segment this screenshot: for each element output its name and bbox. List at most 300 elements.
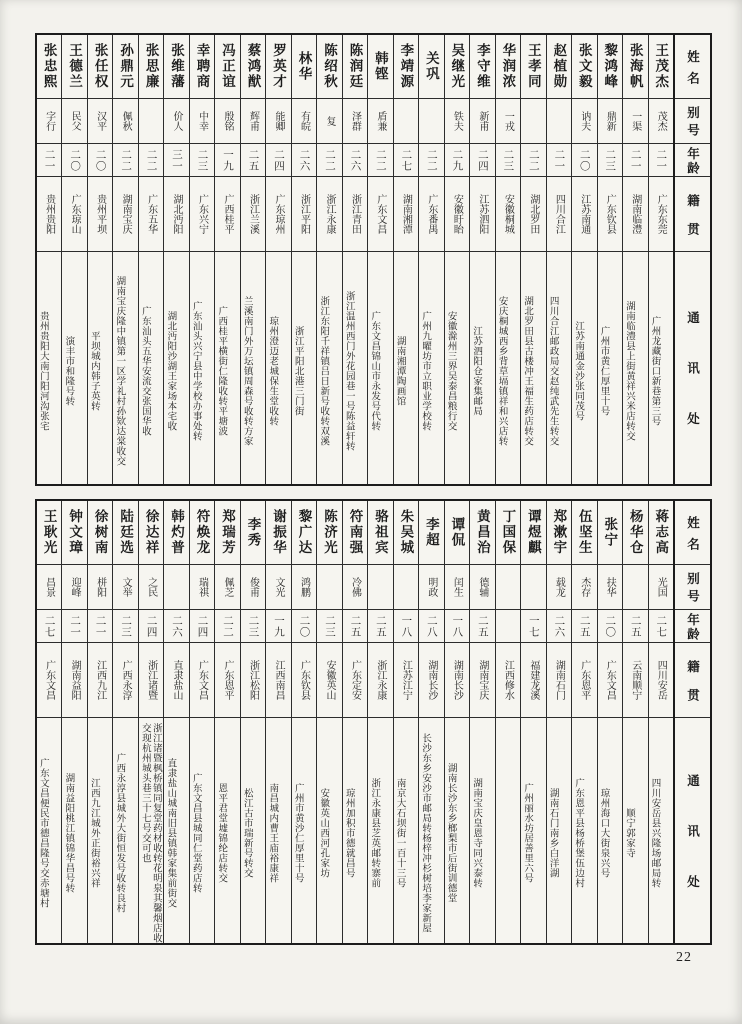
cell-address: [496, 252, 520, 484]
person-address: 广西永淳县城外大街恒发号收转良村: [114, 753, 125, 913]
person-name: 李守维: [474, 43, 490, 90]
person-address: 广东文昌锦山市永发号代转: [369, 310, 380, 431]
person-age: 一八: [400, 614, 412, 638]
person-alias: 之民: [145, 577, 157, 597]
person-alias: 一渠: [629, 111, 641, 131]
person-native: 四川安岳: [655, 660, 667, 700]
person-column: [393, 501, 418, 943]
person-column: [418, 501, 443, 943]
person-address: 广州龙藏街口新巷第三号: [649, 315, 660, 426]
person-native: 广东文昌: [374, 194, 386, 234]
cell-native: [88, 643, 112, 718]
person-age: 二二: [425, 148, 437, 172]
cell-address: [470, 252, 494, 484]
header-cell-address: [675, 252, 710, 484]
person-address: 琼州海口大街泉兴号: [598, 788, 609, 878]
person-age: 二五: [476, 614, 488, 638]
person-column: [342, 501, 367, 943]
person-address: 江苏南通金沙张同茂号: [573, 320, 584, 421]
cell-age: [164, 144, 188, 177]
person-column: [469, 35, 494, 484]
person-address: 广东汕头兴宁县中学校办事处转: [190, 300, 201, 441]
person-alias: 民父: [69, 111, 81, 131]
person-native: 直隶盐山: [171, 660, 183, 700]
cell-age: [649, 144, 673, 177]
cell-name: [368, 35, 392, 99]
person-native: 江苏泗阳: [476, 194, 488, 234]
cell-alias: [190, 565, 214, 610]
cell-native: [547, 643, 571, 718]
cell-native: [572, 177, 596, 252]
cell-alias: [88, 99, 112, 144]
cell-native: [215, 643, 239, 718]
person-native: 江西修水: [502, 660, 514, 700]
cell-native: [623, 177, 647, 252]
person-address: 浙江温州西门外花园巷一号陈益轩转: [343, 290, 354, 451]
cell-alias: [598, 565, 622, 610]
person-native: 湖南石门: [553, 660, 565, 700]
cell-native: [470, 177, 494, 252]
person-alias: 明政: [425, 577, 437, 597]
person-native: 安徽桐城: [502, 194, 514, 234]
cell-alias: [215, 565, 239, 610]
cell-address: [215, 252, 239, 484]
person-column: [265, 35, 290, 484]
person-native: 广东文昌: [604, 660, 616, 700]
cell-age: [62, 610, 86, 643]
cell-alias: [419, 565, 443, 610]
cell-age: [470, 610, 494, 643]
person-native: 广东番禺: [425, 194, 437, 234]
person-age: 二六: [553, 614, 565, 638]
person-name: 符焕龙: [194, 509, 210, 556]
cell-alias: [394, 565, 418, 610]
cell-address: [139, 718, 163, 943]
person-address: 兰溪南门外万坛镇周森号收转方家: [241, 295, 252, 446]
person-column: [265, 501, 290, 943]
cell-native: [547, 177, 571, 252]
header-label-address: 通讯处: [685, 311, 700, 463]
person-native: 浙江平阳: [298, 194, 310, 234]
cell-address: [164, 252, 188, 484]
cell-native: [343, 177, 367, 252]
cell-name: [623, 501, 647, 565]
person-column: [571, 501, 596, 943]
header-label-alias: 别号: [685, 106, 700, 141]
cell-age: [445, 144, 469, 177]
cell-address: [241, 252, 265, 484]
cell-native: [266, 643, 290, 718]
cell-address: [343, 252, 367, 484]
cell-alias: [139, 565, 163, 610]
cell-alias: [623, 565, 647, 610]
cell-address: [317, 252, 341, 484]
person-name: 张思廉: [143, 43, 159, 90]
cell-age: [521, 610, 545, 643]
cell-age: [419, 144, 443, 177]
person-age: 二六: [298, 148, 310, 172]
cell-address: [190, 718, 214, 943]
cell-name: [445, 501, 469, 565]
cell-native: [521, 643, 545, 718]
cell-name: [164, 35, 188, 99]
person-alias: 讷夫: [578, 111, 590, 131]
header-cell-native: [675, 643, 710, 718]
person-age: 二一: [629, 148, 641, 172]
cell-alias: [368, 99, 392, 144]
cell-alias: [572, 99, 596, 144]
person-age: 二二: [323, 148, 335, 172]
cell-address: [470, 718, 494, 943]
person-address: 江西九江城外正街裕兴祥: [88, 778, 99, 888]
person-address: 直隶盐山城南旧县镇韩家集前街交: [165, 758, 176, 908]
cell-native: [88, 177, 112, 252]
cell-alias: [521, 99, 545, 144]
cell-name: [215, 501, 239, 565]
header-label-alias: 别号: [685, 572, 700, 607]
person-address: 南昌城内曹王庙裕康祥: [267, 783, 278, 883]
person-name: 谭侃: [449, 517, 465, 548]
person-age: 二二: [374, 148, 386, 172]
person-native: 广东东莞: [655, 194, 667, 234]
person-native: 广东兴宁: [196, 194, 208, 234]
person-native: 广东琼州: [272, 194, 284, 234]
cell-name: [649, 501, 673, 565]
person-age: 二五: [629, 614, 641, 638]
person-column: [189, 501, 214, 943]
person-age: 二二: [145, 148, 157, 172]
cell-age: [572, 144, 596, 177]
person-column: [214, 501, 239, 943]
cell-age: [598, 144, 622, 177]
person-name: 丁国保: [500, 509, 516, 556]
person-alias: 汉平: [94, 111, 106, 131]
person-native: 广东钦县: [298, 660, 310, 700]
person-native: 江苏江宁: [400, 660, 412, 700]
person-native: 江西九江: [94, 660, 106, 700]
cell-native: [113, 643, 137, 718]
person-alias: 栟阳: [94, 577, 106, 597]
cell-age: [598, 610, 622, 643]
directory-table-top: [35, 33, 712, 486]
person-alias: 光国: [655, 577, 667, 597]
person-name: 孙鼎元: [118, 43, 134, 90]
person-age: 二二: [527, 148, 539, 172]
cell-native: [37, 643, 61, 718]
cell-name: [190, 501, 214, 565]
person-name: 朱吴城: [398, 509, 414, 556]
person-age: 二三: [120, 614, 132, 638]
person-name: 张宁: [602, 517, 618, 548]
cell-native: [419, 177, 443, 252]
header-cell-alias: [675, 565, 710, 610]
person-address: 广东文昌县城同仁堂药店转: [190, 773, 201, 893]
person-address: 南京大石坝街一百十三号: [394, 778, 405, 888]
cell-native: [292, 177, 316, 252]
person-column: [469, 501, 494, 943]
person-native: 福建龙溪: [527, 660, 539, 700]
cell-name: [113, 501, 137, 565]
person-name: 华润浓: [500, 43, 516, 90]
cell-native: [164, 177, 188, 252]
person-column: [444, 501, 469, 943]
person-address: 广东汕头五华安流交张国华收: [139, 305, 150, 436]
person-age: 二二: [222, 614, 234, 638]
cell-alias: [470, 99, 494, 144]
person-name: 黎广达: [296, 509, 312, 556]
cell-age: [62, 144, 86, 177]
person-name: 林华: [296, 51, 312, 82]
cell-native: [496, 643, 520, 718]
person-native: 广东恩平: [578, 660, 590, 700]
person-name: 王孝同: [525, 43, 541, 90]
person-native: 湖南宝庆: [476, 660, 488, 700]
person-column: [622, 501, 647, 943]
cell-age: [394, 144, 418, 177]
cell-name: [598, 501, 622, 565]
cell-address: [623, 252, 647, 484]
person-alias: 盾兼: [374, 111, 386, 131]
person-age: 一七: [527, 614, 539, 638]
cell-alias: [139, 99, 163, 144]
cell-age: [113, 610, 137, 643]
person-age: 二九: [451, 148, 463, 172]
person-name: 陆廷选: [118, 509, 134, 556]
person-name: 徐达祥: [143, 509, 159, 556]
person-native: 浙江永康: [374, 660, 386, 700]
person-address: 广东文昌便民市德昌隆号交赤塘村: [37, 758, 48, 908]
cell-native: [62, 177, 86, 252]
person-age: 二六: [171, 614, 183, 638]
cell-age: [496, 144, 520, 177]
cell-native: [190, 643, 214, 718]
person-age: 二四: [476, 148, 488, 172]
cell-alias: [113, 99, 137, 144]
person-address: 顺宁郭家寺: [624, 808, 635, 858]
cell-age: [368, 610, 392, 643]
person-column: [37, 35, 61, 484]
person-name: 谭煜麒: [525, 509, 541, 556]
person-column: [138, 501, 163, 943]
cell-age: [88, 144, 112, 177]
cell-age: [241, 610, 265, 643]
cell-alias: [419, 99, 443, 144]
person-column: [367, 35, 392, 484]
person-address: 广东恩平县杨桥堡伍边村: [573, 778, 584, 888]
person-alias: 有皖: [298, 111, 310, 131]
person-age: 二一: [94, 614, 106, 638]
person-name: 郑漱宇: [551, 509, 567, 556]
header-label-address: 通讯处: [685, 773, 700, 926]
person-native: 湖南益阳: [69, 660, 81, 700]
cell-age: [215, 610, 239, 643]
person-columns: [37, 501, 673, 943]
cell-alias: [292, 99, 316, 144]
person-age: 二六: [349, 148, 361, 172]
person-columns: [37, 35, 673, 484]
person-address: 浙江诸暨枫桥镇同复堂药材收转花明泉其馨烟店收交现杭州城头巷三十七号交可也: [139, 723, 161, 943]
cell-name: [496, 35, 520, 99]
person-alias: 茂杰: [655, 111, 667, 131]
cell-age: [521, 144, 545, 177]
person-age: 二四: [272, 148, 284, 172]
person-column: [648, 501, 673, 943]
cell-name: [394, 35, 418, 99]
cell-alias: [317, 565, 341, 610]
person-alias: 鼎新: [604, 111, 616, 131]
cell-address: [37, 252, 61, 484]
cell-alias: [649, 565, 673, 610]
person-age: 二五: [247, 148, 259, 172]
cell-address: [521, 252, 545, 484]
cell-age: [649, 610, 673, 643]
cell-age: [266, 144, 290, 177]
person-column: [61, 35, 86, 484]
person-column: [112, 501, 137, 943]
cell-name: [394, 501, 418, 565]
cell-alias: [37, 565, 61, 610]
cell-alias: [164, 99, 188, 144]
cell-address: [368, 718, 392, 943]
cell-address: [88, 252, 112, 484]
cell-address: [598, 718, 622, 943]
person-name: 张文毅: [576, 43, 592, 90]
person-native: 湖北罗田: [527, 194, 539, 234]
cell-native: [139, 177, 163, 252]
person-alias: 文光: [272, 577, 284, 597]
cell-address: [292, 252, 316, 484]
person-address: 浙江永康县芝英邮转寨前: [369, 778, 380, 888]
cell-address: [419, 718, 443, 943]
cell-address: [37, 718, 61, 943]
cell-alias: [394, 99, 418, 144]
person-address: 浙江东阳千祥镇吕日新号收转双溪: [318, 295, 329, 446]
cell-native: [164, 643, 188, 718]
person-native: 安徽盱眙: [451, 194, 463, 234]
cell-address: [215, 718, 239, 943]
cell-alias: [547, 565, 571, 610]
person-native: 安徽英山: [323, 660, 335, 700]
cell-age: [623, 610, 647, 643]
person-native: 贵州贵阳: [43, 194, 55, 234]
person-address: 长沙东乡安沙市邮局转杨梓冲杉树培李家新屋: [420, 733, 431, 933]
person-alias: 迎峰: [69, 577, 81, 597]
person-address: 湖南宝庆隆中镇第一区学礼村孙欵达棠收交: [114, 275, 125, 466]
directory-table-bottom: [35, 499, 712, 945]
cell-native: [343, 643, 367, 718]
cell-address: [419, 252, 443, 484]
page-number: 22: [676, 950, 692, 965]
person-alias: 殷铭: [222, 111, 234, 131]
person-address: 广州市黄仁厚里十号: [598, 325, 609, 416]
cell-alias: [241, 99, 265, 144]
cell-age: [37, 144, 61, 177]
person-name: 幸聘商: [194, 43, 210, 90]
person-age: 二八: [425, 614, 437, 638]
person-address: 琼州澄迈老城保生堂收转: [267, 315, 278, 426]
person-alias: 鸿鹏: [298, 577, 310, 597]
person-native: 湖南长沙: [451, 660, 463, 700]
cell-address: [445, 718, 469, 943]
cell-name: [292, 501, 316, 565]
cell-address: [113, 718, 137, 943]
cell-name: [62, 35, 86, 99]
cell-alias: [343, 565, 367, 610]
cell-name: [419, 35, 443, 99]
person-age: 二一: [69, 614, 81, 638]
cell-name: [292, 35, 316, 99]
cell-alias: [292, 565, 316, 610]
person-native: 湖南临澧: [629, 194, 641, 234]
cell-name: [37, 35, 61, 99]
person-name: 蒋志高: [653, 509, 669, 556]
person-column: [214, 35, 239, 484]
cell-name: [649, 35, 673, 99]
person-age: 一九: [272, 614, 284, 638]
cell-address: [88, 718, 112, 943]
person-column: [87, 501, 112, 943]
person-age: 二〇: [69, 148, 81, 172]
cell-alias: [113, 565, 137, 610]
cell-age: [139, 610, 163, 643]
cell-name: [139, 501, 163, 565]
person-name: 黎鸿峰: [602, 43, 618, 90]
person-native: 浙江松阳: [247, 660, 259, 700]
person-column: [444, 35, 469, 484]
person-address: 湖北沔阳沙湖王家场本宅收: [165, 310, 176, 431]
person-age: 二五: [349, 614, 361, 638]
person-age: 二一: [655, 148, 667, 172]
cell-alias: [164, 565, 188, 610]
cell-native: [368, 643, 392, 718]
cell-name: [470, 501, 494, 565]
cell-age: [88, 610, 112, 643]
cell-name: [88, 501, 112, 565]
cell-name: [547, 35, 571, 99]
person-name: 张忠熙: [41, 43, 57, 90]
person-age: 二〇: [298, 614, 310, 638]
cell-alias: [37, 99, 61, 144]
person-address: 湖南益阳桃江镇锦华昌号转: [63, 773, 74, 893]
cell-address: [649, 718, 673, 943]
person-name: 王茂杰: [653, 43, 669, 90]
cell-name: [470, 35, 494, 99]
person-column: [597, 501, 622, 943]
person-native: 广东五华: [145, 194, 157, 234]
person-name: 伍坚生: [576, 509, 592, 556]
person-column: [367, 501, 392, 943]
cell-address: [496, 718, 520, 943]
person-address: 湖南湘潭陶画馆: [394, 335, 405, 406]
person-native: 湖南长沙: [425, 660, 437, 700]
person-alias: 字行: [43, 111, 55, 131]
person-column: [240, 501, 265, 943]
person-name: 郑瑞芳: [220, 509, 236, 556]
cell-name: [37, 501, 61, 565]
cell-age: [419, 610, 443, 643]
cell-address: [292, 718, 316, 943]
person-age: 二一: [553, 148, 565, 172]
header-label-name: 姓名: [685, 515, 700, 559]
header-cell-age: [675, 144, 710, 177]
header-cell-address: [675, 718, 710, 943]
person-age: 二一: [43, 148, 55, 172]
cell-alias: [368, 565, 392, 610]
cell-address: [445, 252, 469, 484]
person-address: 安徽英山西河孔家坊: [318, 788, 329, 878]
cell-native: [394, 177, 418, 252]
person-alias: 能卿: [272, 111, 284, 131]
